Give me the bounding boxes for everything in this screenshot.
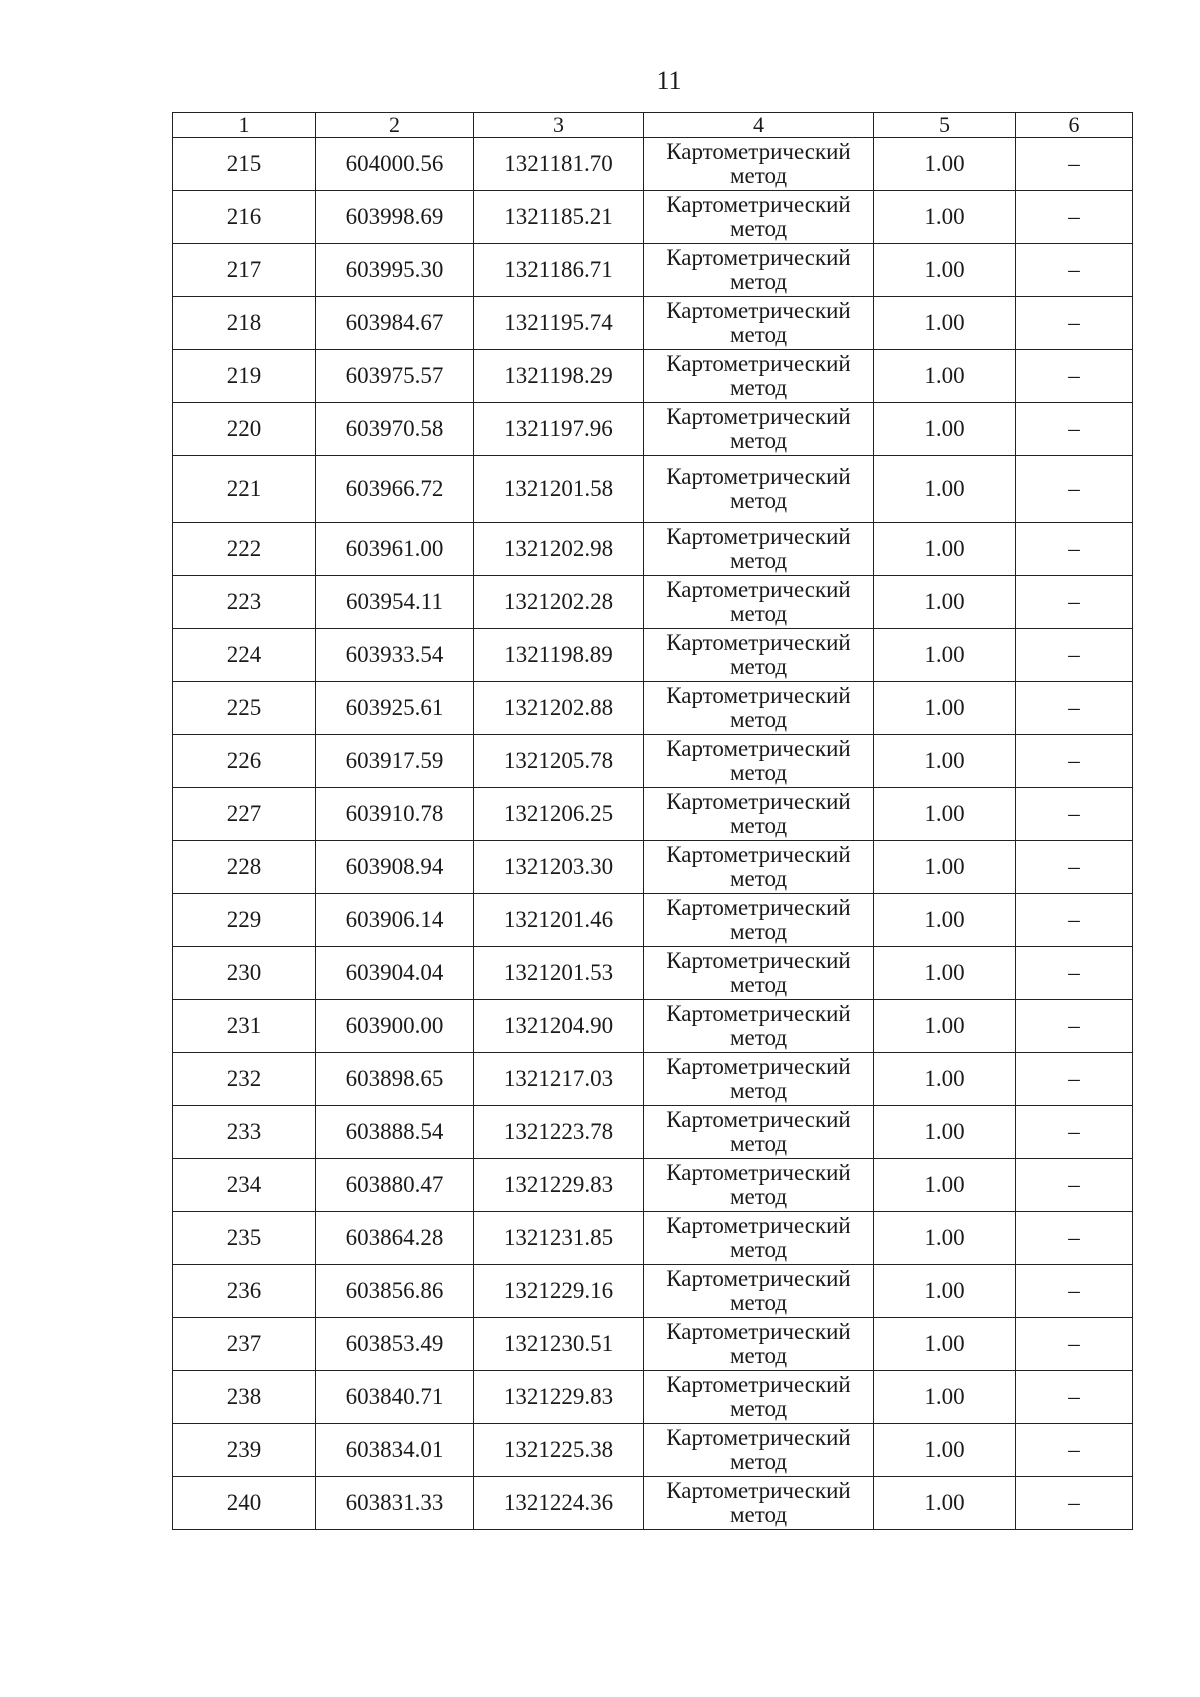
x-coordinate-cell: 603998.69 [316,191,474,244]
point-number-cell: 222 [173,523,316,576]
x-coordinate-cell: 603984.67 [316,297,474,350]
table-row [173,735,1133,788]
y-coordinate-cell: 1321229.83 [474,1159,644,1212]
table-row [173,947,1133,1000]
method-cell [644,841,874,894]
method-line-1: Картометрический [666,464,851,489]
method-cell [644,191,874,244]
accuracy-cell: 1.00 [874,841,1016,894]
table-row [173,1000,1133,1053]
method-line-1: Картометрический [666,1372,851,1397]
table-row [173,523,1133,576]
method-line-2: метод [729,760,788,785]
y-coordinate-cell: 1321205.78 [474,735,644,788]
method-line-2: метод [729,548,788,573]
point-number-cell: 232 [173,1053,316,1106]
point-number-cell: 228 [173,841,316,894]
accuracy-cell: 1.00 [874,682,1016,735]
method-line-2: метод [729,428,788,453]
table-row [173,350,1133,403]
point-number-cell: 231 [173,1000,316,1053]
method-cell [644,523,874,576]
accuracy-cell: 1.00 [874,788,1016,841]
accuracy-cell: 1.00 [874,894,1016,947]
method-line-1: Картометрический [666,577,851,602]
point-number-cell: 238 [173,1371,316,1424]
table-row [173,1106,1133,1159]
x-coordinate-cell: 603975.57 [316,350,474,403]
header-cell: 2 [316,113,474,138]
x-coordinate-cell: 603904.04 [316,947,474,1000]
accuracy-cell: 1.00 [874,191,1016,244]
method-line-2: метод [729,375,788,400]
y-coordinate-cell: 1321197.96 [474,403,644,456]
accuracy-cell: 1.00 [874,1159,1016,1212]
note-cell: – [1016,1159,1133,1212]
x-coordinate-cell: 603954.11 [316,576,474,629]
y-coordinate-cell: 1321229.16 [474,1265,644,1318]
note-cell: – [1016,138,1133,191]
method-line-1: Картометрический [666,404,851,429]
accuracy-cell: 1.00 [874,297,1016,350]
method-line-1: Картометрический [666,1001,851,1026]
method-cell [644,297,874,350]
table-row [173,1159,1133,1212]
note-cell: – [1016,1318,1133,1371]
method-line-1: Картометрический [666,895,851,920]
method-line-2: метод [729,972,788,997]
point-number-cell: 216 [173,191,316,244]
table-row [173,682,1133,735]
note-cell: – [1016,576,1133,629]
table-row [173,1318,1133,1371]
x-coordinate-cell: 603900.00 [316,1000,474,1053]
table-row [173,788,1133,841]
method-line-2: метод [729,269,788,294]
method-line-2: метод [729,322,788,347]
x-coordinate-cell: 603925.61 [316,682,474,735]
point-number-cell: 226 [173,735,316,788]
point-number-cell: 236 [173,1265,316,1318]
table-row [173,456,1133,523]
y-coordinate-cell: 1321198.89 [474,629,644,682]
note-cell: – [1016,523,1133,576]
method-line-1: Картометрический [666,1478,851,1503]
method-line-1: Картометрический [666,736,851,761]
point-number-cell: 234 [173,1159,316,1212]
x-coordinate-cell: 604000.56 [316,138,474,191]
accuracy-cell: 1.00 [874,138,1016,191]
note-cell: – [1016,191,1133,244]
accuracy-cell: 1.00 [874,244,1016,297]
accuracy-cell: 1.00 [874,1106,1016,1159]
header-cell: 3 [474,113,644,138]
table-body [173,113,1133,1530]
accuracy-cell: 1.00 [874,629,1016,682]
point-number-cell: 230 [173,947,316,1000]
accuracy-cell: 1.00 [874,456,1016,523]
method-line-2: метод [729,1449,788,1474]
x-coordinate-cell: 603831.33 [316,1477,474,1530]
page-number: 11 [656,66,682,95]
method-line-2: метод [729,813,788,838]
accuracy-cell: 1.00 [874,1000,1016,1053]
y-coordinate-cell: 1321186.71 [474,244,644,297]
table-row [173,1424,1133,1477]
method-line-2: метод [729,163,788,188]
point-number-cell: 229 [173,894,316,947]
accuracy-cell: 1.00 [874,403,1016,456]
y-coordinate-cell: 1321203.30 [474,841,644,894]
y-coordinate-cell: 1321202.88 [474,682,644,735]
accuracy-cell: 1.00 [874,1424,1016,1477]
method-line-1: Картометрический [666,1107,851,1132]
header-cell: 4 [644,113,874,138]
header-cell: 5 [874,113,1016,138]
note-cell: – [1016,1053,1133,1106]
method-cell [644,1318,874,1371]
table-row [173,1212,1133,1265]
method-line-1: Картометрический [666,351,851,376]
method-line-1: Картометрический [666,630,851,655]
method-line-2: метод [729,1396,788,1421]
table-row [173,1477,1133,1530]
method-cell [644,138,874,191]
point-number-cell: 240 [173,1477,316,1530]
x-coordinate-cell: 603880.47 [316,1159,474,1212]
accuracy-cell: 1.00 [874,947,1016,1000]
y-coordinate-cell: 1321225.38 [474,1424,644,1477]
y-coordinate-cell: 1321229.83 [474,1371,644,1424]
method-line-1: Картометрический [666,524,851,549]
x-coordinate-cell: 603864.28 [316,1212,474,1265]
y-coordinate-cell: 1321198.29 [474,350,644,403]
method-line-2: метод [729,654,788,679]
method-line-2: метод [729,488,788,513]
point-number-cell: 237 [173,1318,316,1371]
x-coordinate-cell: 603840.71 [316,1371,474,1424]
method-line-2: метод [729,1131,788,1156]
y-coordinate-cell: 1321206.25 [474,788,644,841]
x-coordinate-cell: 603961.00 [316,523,474,576]
point-number-cell: 215 [173,138,316,191]
table-header-row [173,113,1133,138]
method-cell [644,682,874,735]
point-number-cell: 218 [173,297,316,350]
table-row [173,629,1133,682]
method-line-1: Картометрический [666,139,851,164]
y-coordinate-cell: 1321201.53 [474,947,644,1000]
y-coordinate-cell: 1321217.03 [474,1053,644,1106]
x-coordinate-cell: 603970.58 [316,403,474,456]
method-cell [644,576,874,629]
method-cell [644,1477,874,1530]
coordinates-table [172,112,1133,1530]
point-number-cell: 233 [173,1106,316,1159]
table-row [173,138,1133,191]
y-coordinate-cell: 1321224.36 [474,1477,644,1530]
x-coordinate-cell: 603834.01 [316,1424,474,1477]
table-row [173,894,1133,947]
table-row [173,297,1133,350]
x-coordinate-cell: 603995.30 [316,244,474,297]
method-cell [644,894,874,947]
point-number-cell: 219 [173,350,316,403]
method-line-1: Картометрический [666,1319,851,1344]
note-cell: – [1016,841,1133,894]
y-coordinate-cell: 1321223.78 [474,1106,644,1159]
y-coordinate-cell: 1321181.70 [474,138,644,191]
method-line-2: метод [729,1502,788,1527]
x-coordinate-cell: 603888.54 [316,1106,474,1159]
method-cell [644,1265,874,1318]
method-line-2: метод [729,1025,788,1050]
method-line-1: Картометрический [666,1213,851,1238]
y-coordinate-cell: 1321185.21 [474,191,644,244]
method-cell [644,947,874,1000]
note-cell: – [1016,456,1133,523]
note-cell: – [1016,350,1133,403]
note-cell: – [1016,947,1133,1000]
note-cell: – [1016,894,1133,947]
method-line-1: Картометрический [666,298,851,323]
method-cell [644,788,874,841]
accuracy-cell: 1.00 [874,350,1016,403]
accuracy-cell: 1.00 [874,1477,1016,1530]
y-coordinate-cell: 1321201.46 [474,894,644,947]
x-coordinate-cell: 603853.49 [316,1318,474,1371]
method-cell [644,456,874,523]
point-number-cell: 224 [173,629,316,682]
accuracy-cell: 1.00 [874,735,1016,788]
note-cell: – [1016,244,1133,297]
note-cell: – [1016,1371,1133,1424]
accuracy-cell: 1.00 [874,1318,1016,1371]
note-cell: – [1016,1265,1133,1318]
method-line-2: метод [729,1290,788,1315]
note-cell: – [1016,1212,1133,1265]
method-cell [644,1053,874,1106]
method-cell [644,735,874,788]
method-line-1: Картометрический [666,192,851,217]
accuracy-cell: 1.00 [874,523,1016,576]
method-cell [644,403,874,456]
table-row [173,576,1133,629]
point-number-cell: 220 [173,403,316,456]
method-cell [644,1106,874,1159]
table-row [173,191,1133,244]
header-cell: 1 [173,113,316,138]
method-line-1: Картометрический [666,1160,851,1185]
x-coordinate-cell: 603908.94 [316,841,474,894]
method-line-2: метод [729,1184,788,1209]
point-number-cell: 217 [173,244,316,297]
method-cell [644,350,874,403]
accuracy-cell: 1.00 [874,1053,1016,1106]
method-line-1: Картометрический [666,789,851,814]
table-row [173,1053,1133,1106]
method-line-2: метод [729,1078,788,1103]
header-cell: 6 [1016,113,1133,138]
note-cell: – [1016,682,1133,735]
y-coordinate-cell: 1321230.51 [474,1318,644,1371]
method-line-1: Картометрический [666,948,851,973]
x-coordinate-cell: 603856.86 [316,1265,474,1318]
point-number-cell: 225 [173,682,316,735]
method-line-2: метод [729,707,788,732]
method-line-2: метод [729,919,788,944]
y-coordinate-cell: 1321204.90 [474,1000,644,1053]
note-cell: – [1016,403,1133,456]
note-cell: – [1016,1106,1133,1159]
table-row [173,403,1133,456]
x-coordinate-cell: 603906.14 [316,894,474,947]
y-coordinate-cell: 1321201.58 [474,456,644,523]
method-line-2: метод [729,216,788,241]
point-number-cell: 239 [173,1424,316,1477]
y-coordinate-cell: 1321202.28 [474,576,644,629]
table-row [173,244,1133,297]
point-number-cell: 227 [173,788,316,841]
note-cell: – [1016,297,1133,350]
accuracy-cell: 1.00 [874,576,1016,629]
x-coordinate-cell: 603898.65 [316,1053,474,1106]
table-row [173,1371,1133,1424]
method-cell [644,1371,874,1424]
note-cell: – [1016,629,1133,682]
method-line-2: метод [729,866,788,891]
note-cell: – [1016,1000,1133,1053]
accuracy-cell: 1.00 [874,1371,1016,1424]
note-cell: – [1016,1424,1133,1477]
method-line-2: метод [729,1343,788,1368]
method-cell [644,629,874,682]
y-coordinate-cell: 1321231.85 [474,1212,644,1265]
method-line-1: Картометрический [666,1054,851,1079]
note-cell: – [1016,735,1133,788]
y-coordinate-cell: 1321195.74 [474,297,644,350]
method-cell [644,1000,874,1053]
point-number-cell: 221 [173,456,316,523]
table-row [173,841,1133,894]
x-coordinate-cell: 603917.59 [316,735,474,788]
method-line-1: Картометрический [666,683,851,708]
method-line-2: метод [729,601,788,626]
note-cell: – [1016,1477,1133,1530]
accuracy-cell: 1.00 [874,1265,1016,1318]
method-cell [644,1424,874,1477]
x-coordinate-cell: 603910.78 [316,788,474,841]
method-line-1: Картометрический [666,842,851,867]
accuracy-cell: 1.00 [874,1212,1016,1265]
method-line-1: Картометрический [666,245,851,270]
method-line-2: метод [729,1237,788,1262]
method-cell [644,1212,874,1265]
note-cell: – [1016,788,1133,841]
point-number-cell: 223 [173,576,316,629]
y-coordinate-cell: 1321202.98 [474,523,644,576]
method-cell [644,244,874,297]
method-cell [644,1159,874,1212]
x-coordinate-cell: 603966.72 [316,456,474,523]
point-number-cell: 235 [173,1212,316,1265]
method-line-1: Картометрический [666,1266,851,1291]
method-line-1: Картометрический [666,1425,851,1450]
x-coordinate-cell: 603933.54 [316,629,474,682]
table-row [173,1265,1133,1318]
